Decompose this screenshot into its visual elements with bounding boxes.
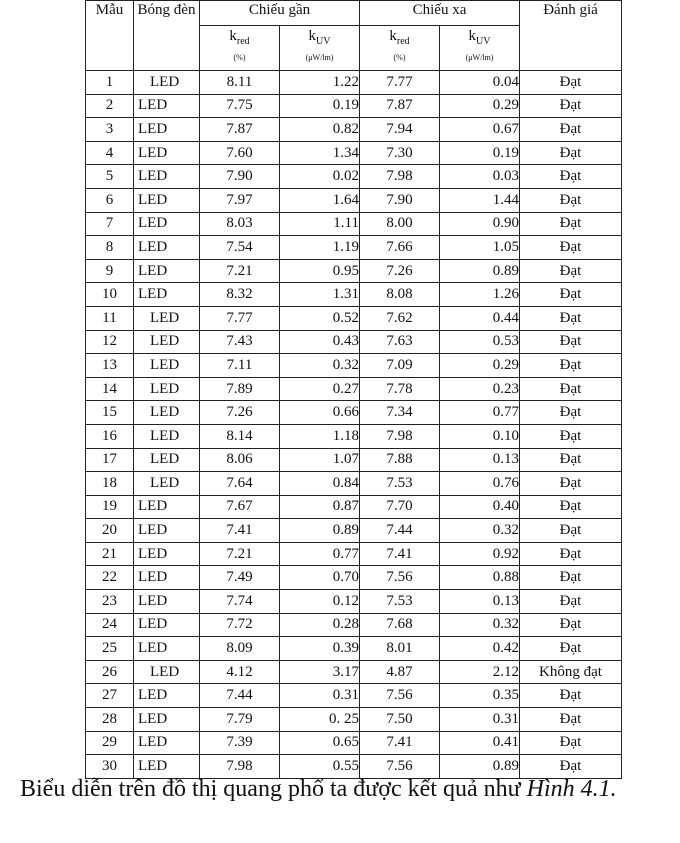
- cell-near-kred: 8.09: [200, 637, 280, 661]
- red-unit: (%): [393, 53, 406, 62]
- cell-near-kuv: 1.07: [280, 448, 360, 472]
- cell-sample-no: 30: [86, 755, 134, 779]
- cell-far-kred: 7.41: [360, 731, 440, 755]
- cell-near-kred: 7.98: [200, 755, 280, 779]
- cell-near-kuv: 0.12: [280, 590, 360, 614]
- cell-evaluation: Đạt: [520, 401, 622, 425]
- uv-unit: (μW/lm): [305, 53, 334, 62]
- cell-far-kred: 7.50: [360, 708, 440, 732]
- table-row: [86, 118, 622, 142]
- cell-near-kuv: 0. 25: [280, 708, 360, 732]
- cell-near-kuv: 0.31: [280, 684, 360, 708]
- cell-sample-no: 18: [86, 472, 134, 496]
- cell-near-kuv: 1.18: [280, 424, 360, 448]
- cell-near-kuv: 0.87: [280, 495, 360, 519]
- cell-lamp: LED: [134, 188, 200, 212]
- cell-far-kred: 7.09: [360, 354, 440, 378]
- cell-sample-no: 5: [86, 165, 134, 189]
- cell-lamp: LED: [134, 330, 200, 354]
- cell-evaluation: Đạt: [520, 566, 622, 590]
- cell-far-kuv: 0.13: [440, 590, 520, 614]
- cell-evaluation: Đạt: [520, 637, 622, 661]
- table-row: [86, 731, 622, 755]
- cell-far-kred: 7.88: [360, 448, 440, 472]
- table-row: [86, 613, 622, 637]
- cell-sample-no: 26: [86, 660, 134, 684]
- cell-near-kuv: 0.65: [280, 731, 360, 755]
- cell-sample-no: 19: [86, 495, 134, 519]
- table-row: [86, 94, 622, 118]
- cell-far-kuv: 0.13: [440, 448, 520, 472]
- subheader-far-kuv: [440, 26, 520, 71]
- cell-evaluation: Đạt: [520, 377, 622, 401]
- cell-near-kred: 7.79: [200, 708, 280, 732]
- cell-near-kred: 7.41: [200, 519, 280, 543]
- cell-far-kuv: 0.40: [440, 495, 520, 519]
- cell-near-kred: 7.89: [200, 377, 280, 401]
- cell-far-kuv: 0.88: [440, 566, 520, 590]
- caption-end: .: [610, 776, 617, 802]
- cell-lamp: LED: [134, 236, 200, 260]
- cell-lamp: LED: [134, 141, 200, 165]
- red-unit: (%): [233, 53, 246, 62]
- cell-near-kred: 7.21: [200, 259, 280, 283]
- table-row: [86, 708, 622, 732]
- cell-near-kred: 8.14: [200, 424, 280, 448]
- cell-sample-no: 16: [86, 424, 134, 448]
- cell-far-kred: 7.62: [360, 306, 440, 330]
- cell-far-kred: 7.90: [360, 188, 440, 212]
- cell-sample-no: 10: [86, 283, 134, 307]
- cell-near-kred: 7.90: [200, 165, 280, 189]
- cell-lamp: LED: [134, 401, 200, 425]
- cell-lamp: LED: [134, 212, 200, 236]
- cell-lamp: LED: [134, 519, 200, 543]
- cell-far-kred: 7.87: [360, 94, 440, 118]
- caption-text: Biểu diễn trên đồ thị quang phổ ta được kết quả như: [20, 776, 521, 802]
- cell-near-kuv: 0.32: [280, 354, 360, 378]
- cell-far-kuv: 1.44: [440, 188, 520, 212]
- cell-lamp: LED: [134, 165, 200, 189]
- header-evaluation: Đánh giá: [520, 1, 622, 71]
- cell-lamp: LED: [134, 495, 200, 519]
- cell-lamp: LED: [134, 306, 200, 330]
- cell-far-kuv: 0.10: [440, 424, 520, 448]
- cell-evaluation: Đạt: [520, 118, 622, 142]
- cell-far-kred: 7.41: [360, 542, 440, 566]
- table-row: [86, 259, 622, 283]
- cell-far-kred: 7.56: [360, 684, 440, 708]
- cell-far-kuv: 0.92: [440, 542, 520, 566]
- cell-evaluation: Đạt: [520, 236, 622, 260]
- table-row: [86, 590, 622, 614]
- cell-far-kred: 7.70: [360, 495, 440, 519]
- cell-near-kred: 8.06: [200, 448, 280, 472]
- cell-far-kuv: 0.03: [440, 165, 520, 189]
- cell-near-kred: 7.39: [200, 731, 280, 755]
- cell-lamp: LED: [134, 590, 200, 614]
- uv-subscript: UV: [316, 36, 331, 47]
- cell-sample-no: 2: [86, 94, 134, 118]
- cell-sample-no: 7: [86, 212, 134, 236]
- cell-sample-no: 20: [86, 519, 134, 543]
- header-row: [86, 1, 622, 26]
- cell-lamp: LED: [134, 354, 200, 378]
- cell-lamp: LED: [134, 259, 200, 283]
- header-near: Chiếu gần: [200, 1, 360, 26]
- cell-far-kuv: 0.90: [440, 212, 520, 236]
- table-row: [86, 637, 622, 661]
- cell-sample-no: 11: [86, 306, 134, 330]
- cell-evaluation: Đạt: [520, 165, 622, 189]
- cell-lamp: LED: [134, 637, 200, 661]
- cell-near-kred: 8.32: [200, 283, 280, 307]
- cell-near-kuv: 0.28: [280, 613, 360, 637]
- cell-near-kred: 7.77: [200, 306, 280, 330]
- cell-sample-no: 23: [86, 590, 134, 614]
- cell-near-kred: 7.43: [200, 330, 280, 354]
- k-symbol: k: [229, 28, 237, 44]
- cell-near-kuv: 0.19: [280, 94, 360, 118]
- table-row: [86, 188, 622, 212]
- k-symbol: k: [389, 28, 397, 44]
- cell-near-kuv: 0.43: [280, 330, 360, 354]
- cell-evaluation: Đạt: [520, 354, 622, 378]
- cell-far-kred: 7.53: [360, 472, 440, 496]
- cell-far-kuv: 0.29: [440, 354, 520, 378]
- cell-evaluation: Đạt: [520, 188, 622, 212]
- cell-lamp: LED: [134, 542, 200, 566]
- cell-far-kred: 7.26: [360, 259, 440, 283]
- cell-near-kred: 7.26: [200, 401, 280, 425]
- cell-far-kred: 7.56: [360, 566, 440, 590]
- cell-near-kred: 8.11: [200, 71, 280, 95]
- cell-lamp: LED: [134, 283, 200, 307]
- cell-sample-no: 22: [86, 566, 134, 590]
- table-row: [86, 354, 622, 378]
- cell-far-kred: 7.34: [360, 401, 440, 425]
- cell-near-kuv: 1.11: [280, 212, 360, 236]
- cell-near-kred: 7.64: [200, 472, 280, 496]
- cell-far-kuv: 0.42: [440, 637, 520, 661]
- cell-sample-no: 12: [86, 330, 134, 354]
- cell-far-kuv: 0.32: [440, 613, 520, 637]
- cell-far-kred: 7.78: [360, 377, 440, 401]
- table-row: [86, 684, 622, 708]
- cell-lamp: LED: [134, 118, 200, 142]
- cell-evaluation: Đạt: [520, 330, 622, 354]
- cell-far-kred: 7.94: [360, 118, 440, 142]
- table-row: [86, 165, 622, 189]
- cell-evaluation: Đạt: [520, 590, 622, 614]
- cell-lamp: LED: [134, 755, 200, 779]
- cell-lamp: LED: [134, 94, 200, 118]
- cell-near-kred: 7.75: [200, 94, 280, 118]
- cell-sample-no: 13: [86, 354, 134, 378]
- cell-far-kuv: 2.12: [440, 660, 520, 684]
- cell-far-kuv: 0.89: [440, 755, 520, 779]
- cell-evaluation: Đạt: [520, 613, 622, 637]
- cell-far-kuv: 0.76: [440, 472, 520, 496]
- cell-evaluation: Đạt: [520, 94, 622, 118]
- cell-far-kuv: 0.77: [440, 401, 520, 425]
- cell-near-kuv: 0.70: [280, 566, 360, 590]
- cell-evaluation: Đạt: [520, 259, 622, 283]
- cell-near-kred: 7.11: [200, 354, 280, 378]
- cell-near-kuv: 0.95: [280, 259, 360, 283]
- cell-far-kuv: 0.31: [440, 708, 520, 732]
- cell-far-kred: 7.77: [360, 71, 440, 95]
- cell-evaluation: Đạt: [520, 755, 622, 779]
- cell-lamp: LED: [134, 71, 200, 95]
- cell-lamp: LED: [134, 472, 200, 496]
- cell-far-kred: 8.08: [360, 283, 440, 307]
- cell-far-kred: 7.63: [360, 330, 440, 354]
- cell-sample-no: 28: [86, 708, 134, 732]
- red-subscript: red: [236, 36, 250, 47]
- cell-near-kuv: 0.39: [280, 637, 360, 661]
- cell-lamp: LED: [134, 377, 200, 401]
- cell-sample-no: 25: [86, 637, 134, 661]
- cell-evaluation: Đạt: [520, 212, 622, 236]
- cell-sample-no: 6: [86, 188, 134, 212]
- cell-lamp: LED: [134, 708, 200, 732]
- k-symbol: k: [468, 28, 477, 44]
- cell-evaluation: Đạt: [520, 708, 622, 732]
- cell-near-kuv: 1.22: [280, 71, 360, 95]
- cell-far-kuv: 0.29: [440, 94, 520, 118]
- cell-far-kred: 7.56: [360, 755, 440, 779]
- cell-far-kuv: 0.04: [440, 71, 520, 95]
- table-row: [86, 236, 622, 260]
- cell-evaluation: Đạt: [520, 684, 622, 708]
- table-row: [86, 283, 622, 307]
- cell-near-kuv: 0.89: [280, 519, 360, 543]
- cell-sample-no: 9: [86, 259, 134, 283]
- cell-far-kred: 7.53: [360, 590, 440, 614]
- cell-near-kred: 4.12: [200, 660, 280, 684]
- table-row: [86, 448, 622, 472]
- cell-near-kred: 7.21: [200, 542, 280, 566]
- red-subscript: red: [396, 36, 410, 47]
- cell-evaluation: Đạt: [520, 519, 622, 543]
- cell-lamp: LED: [134, 684, 200, 708]
- cell-sample-no: 27: [86, 684, 134, 708]
- cell-far-kuv: 0.32: [440, 519, 520, 543]
- cell-sample-no: 17: [86, 448, 134, 472]
- table-row: [86, 401, 622, 425]
- cell-near-kuv: 0.66: [280, 401, 360, 425]
- cell-evaluation: Đạt: [520, 495, 622, 519]
- cell-near-kred: 7.97: [200, 188, 280, 212]
- cell-sample-no: 3: [86, 118, 134, 142]
- cell-lamp: LED: [134, 448, 200, 472]
- cell-near-kuv: 1.64: [280, 188, 360, 212]
- cell-far-kred: 7.30: [360, 141, 440, 165]
- cell-far-kuv: 0.53: [440, 330, 520, 354]
- table-body: [86, 71, 622, 779]
- cell-far-kuv: 0.23: [440, 377, 520, 401]
- subheader-near-kuv: [280, 26, 360, 71]
- cell-near-kred: 7.72: [200, 613, 280, 637]
- table-row: [86, 495, 622, 519]
- cell-near-kuv: 0.55: [280, 755, 360, 779]
- results-table: [85, 0, 622, 779]
- cell-sample-no: 15: [86, 401, 134, 425]
- cell-near-kuv: 0.77: [280, 542, 360, 566]
- table-row: [86, 306, 622, 330]
- table-row: [86, 141, 622, 165]
- cell-lamp: LED: [134, 731, 200, 755]
- table-row: [86, 330, 622, 354]
- figure-reference: Hình 4.1: [526, 776, 611, 802]
- cell-far-kuv: 0.19: [440, 141, 520, 165]
- cell-near-kred: 7.44: [200, 684, 280, 708]
- cell-far-kuv: 1.05: [440, 236, 520, 260]
- cell-near-kred: 7.60: [200, 141, 280, 165]
- table-row: [86, 660, 622, 684]
- cell-near-kuv: 0.52: [280, 306, 360, 330]
- cell-lamp: LED: [134, 613, 200, 637]
- cell-far-kred: 8.01: [360, 637, 440, 661]
- cell-near-kred: 8.03: [200, 212, 280, 236]
- cell-far-kred: 4.87: [360, 660, 440, 684]
- cell-evaluation: Đạt: [520, 71, 622, 95]
- header-far: Chiếu xa: [360, 1, 520, 26]
- cell-evaluation: Không đạt: [520, 660, 622, 684]
- cell-far-kred: 8.00: [360, 212, 440, 236]
- cell-near-kred: 7.74: [200, 590, 280, 614]
- cell-near-kred: 7.54: [200, 236, 280, 260]
- cell-near-kuv: 0.02: [280, 165, 360, 189]
- table-row: [86, 566, 622, 590]
- cell-lamp: LED: [134, 660, 200, 684]
- cell-near-kuv: 0.84: [280, 472, 360, 496]
- cell-evaluation: Đạt: [520, 424, 622, 448]
- cell-lamp: LED: [134, 424, 200, 448]
- cell-far-kuv: 0.89: [440, 259, 520, 283]
- cell-near-kuv: 3.17: [280, 660, 360, 684]
- uv-unit: (μW/lm): [465, 53, 494, 62]
- subheader-far-kred: [360, 26, 440, 71]
- uv-subscript: UV: [476, 36, 491, 47]
- cell-far-kred: 7.66: [360, 236, 440, 260]
- table-row: [86, 472, 622, 496]
- cell-far-kred: 7.68: [360, 613, 440, 637]
- header-lamp: Bóng đèn: [134, 1, 200, 71]
- table-row: [86, 377, 622, 401]
- caption-paragraph: [0, 770, 680, 808]
- cell-sample-no: 14: [86, 377, 134, 401]
- cell-far-kuv: 0.67: [440, 118, 520, 142]
- header-sample: Mẫu: [86, 1, 134, 71]
- cell-far-kred: 7.98: [360, 424, 440, 448]
- table-row: [86, 212, 622, 236]
- cell-far-kuv: 0.41: [440, 731, 520, 755]
- cell-near-kred: 7.67: [200, 495, 280, 519]
- subheader-near-kred: [200, 26, 280, 71]
- cell-sample-no: 21: [86, 542, 134, 566]
- table-row: [86, 424, 622, 448]
- cell-near-kred: 7.49: [200, 566, 280, 590]
- cell-near-kuv: 1.31: [280, 283, 360, 307]
- cell-sample-no: 24: [86, 613, 134, 637]
- cell-far-kred: 7.44: [360, 519, 440, 543]
- cell-evaluation: Đạt: [520, 283, 622, 307]
- cell-sample-no: 4: [86, 141, 134, 165]
- cell-evaluation: Đạt: [520, 448, 622, 472]
- cell-evaluation: Đạt: [520, 141, 622, 165]
- cell-lamp: LED: [134, 566, 200, 590]
- cell-sample-no: 8: [86, 236, 134, 260]
- cell-near-kuv: 1.19: [280, 236, 360, 260]
- cell-evaluation: Đạt: [520, 731, 622, 755]
- cell-near-kuv: 0.82: [280, 118, 360, 142]
- cell-far-kuv: 0.35: [440, 684, 520, 708]
- cell-far-kred: 7.98: [360, 165, 440, 189]
- cell-sample-no: 1: [86, 71, 134, 95]
- k-symbol: k: [308, 28, 317, 44]
- cell-evaluation: Đạt: [520, 542, 622, 566]
- table-row: [86, 519, 622, 543]
- cell-near-kuv: 1.34: [280, 141, 360, 165]
- table-row: [86, 542, 622, 566]
- cell-far-kuv: 0.44: [440, 306, 520, 330]
- cell-near-kred: 7.87: [200, 118, 280, 142]
- cell-sample-no: 29: [86, 731, 134, 755]
- cell-evaluation: Đạt: [520, 306, 622, 330]
- cell-far-kuv: 1.26: [440, 283, 520, 307]
- cell-near-kuv: 0.27: [280, 377, 360, 401]
- cell-evaluation: Đạt: [520, 472, 622, 496]
- table-row: [86, 71, 622, 95]
